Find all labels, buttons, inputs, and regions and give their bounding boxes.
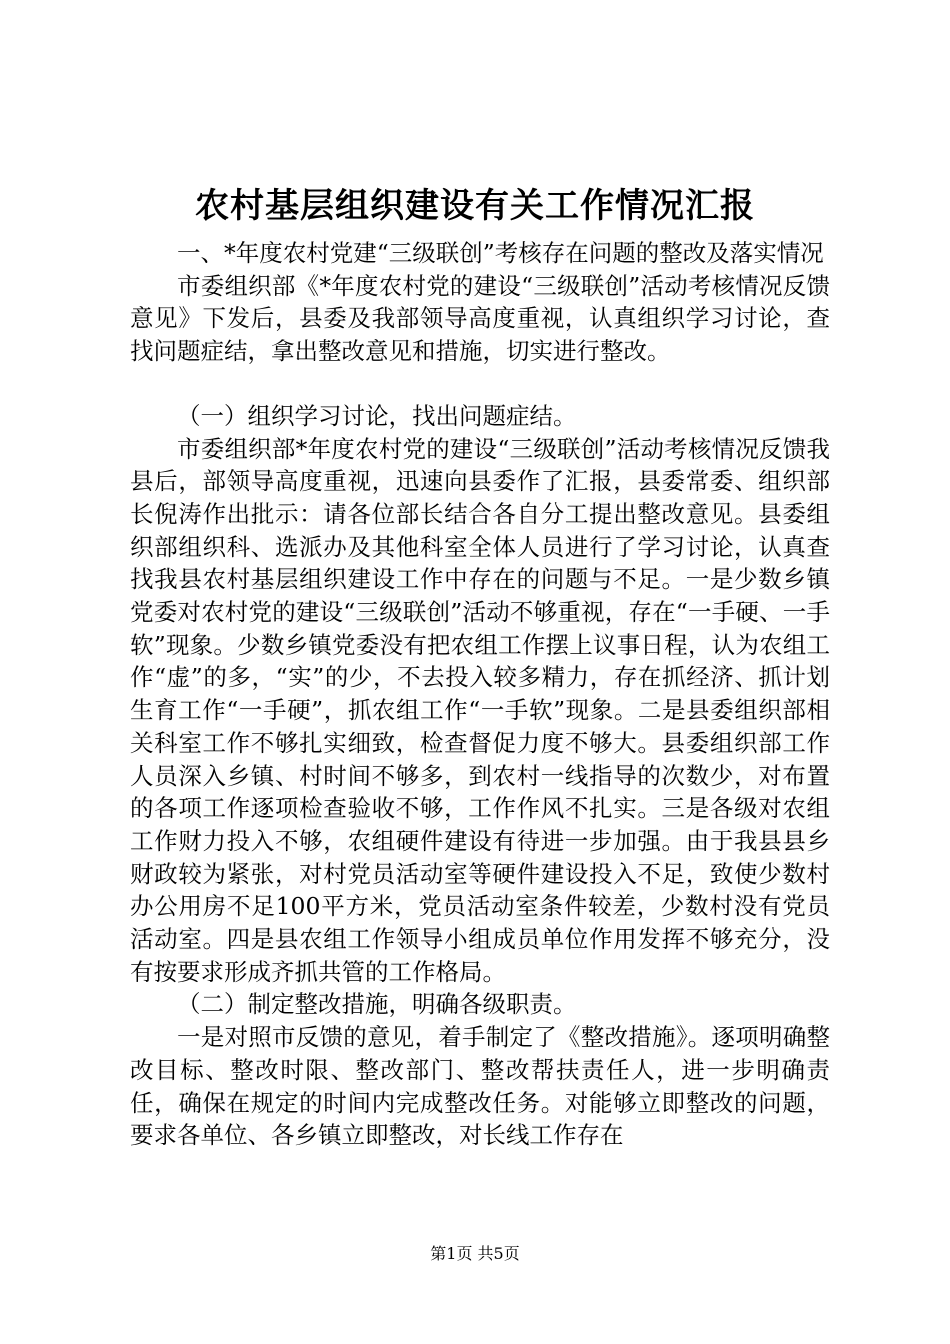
page-number-footer: 第1页 共5页 — [430, 1244, 520, 1263]
body-paragraph: 市委组织部*年度农村党的建设“三级联创”活动考核情况反馈我县后，部领导高度重视，迅速向县委作了汇报，县委常委、组织部长倪涛作出批示：请各位部长结合各自分工提出整改意见。县委组织部组织科、选派办及其他科室全体人员进行了学习讨论，认真查找我县农村基层组织建设工作中存在的问题与不足。一是少数乡镇党委对农村党的建设“三级联创”活动不够重视，存在“一手硬、一手软”现象。少数乡镇党委没有把农组工作摆上议事日程，认为农组工作“虚”的多，“实”的少，不去投入较多精力，存在抓经济、抓计划生育工作“一手硬”，抓农组工作“一手软”现象。二是县委组织部相关科室工作不够扎实细致，检查督促力度不够大。县委组织部工作人员深入乡镇、村时间不够多，到农村一线指导的次数少，对布置的各项工作逐项检查验收不够，工作作风不扎实。三是各级对农组工作财力投入不够，农组硬件建设有待进一步加强。由于我县县乡财政较为紧张，对村党员活动室等硬件建设投入不足，致使少数村办公用房不足100平方米，党员活动室条件较差，少数村没有党员活动室。四是县农组工作领导小组成员单位作用发挥不够充分，没有按要求形成齐抓共管的工作格局。 — [130, 434, 830, 986]
document-title: 农村基层组织建设有关工作情况汇报 — [195, 186, 755, 226]
body-paragraph: 市委组织部《*年度农村党的建设“三级联创”活动考核情况反馈意见》下发后，县委及我部领导高度重视，认真组织学习讨论，查找问题症结，拿出整改意见和措施，切实进行整改。 — [130, 271, 830, 366]
subsection-heading: （二）制定整改措施，明确各级职责。 — [177, 990, 577, 1019]
section-heading: 一、*年度农村党建“三级联创”考核存在问题的整改及落实情况 — [177, 239, 824, 267]
document-body — [130, 237, 830, 1152]
body-paragraph: 一是对照市反馈的意见，着手制定了《整改措施》。逐项明确整改目标、整改时限、整改部门、整改帮扶责任人，进一步明确责任，确保在规定的时间内完成整改任务。对能够立即整改的问题，要求各单位、各乡镇立即整改，对长线工作存在 — [130, 1023, 830, 1150]
subsection-heading: （一）组织学习讨论，找出问题症结。 — [177, 401, 577, 430]
